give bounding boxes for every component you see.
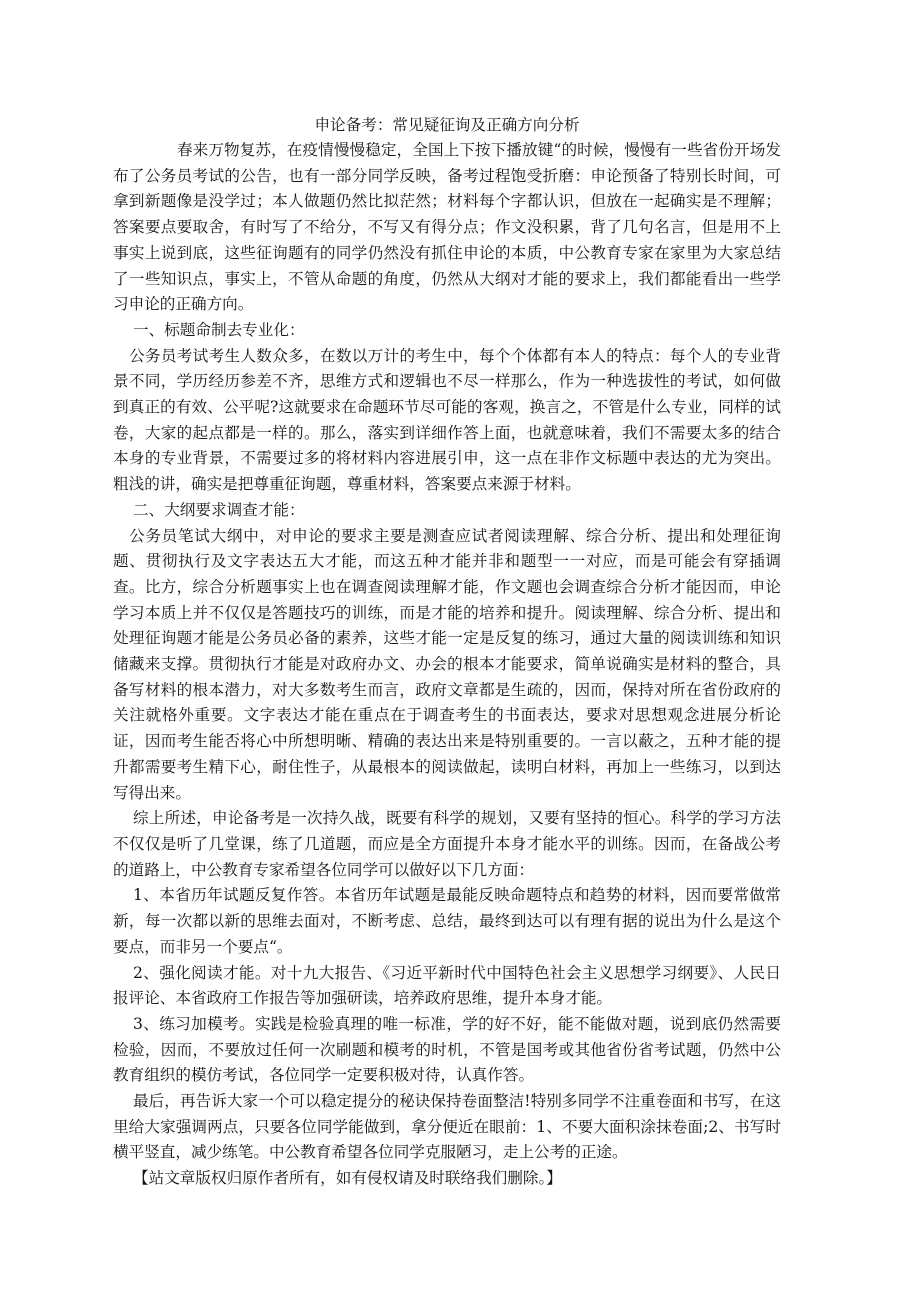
section-heading-1: 一、标题命制去专业化： — [133, 320, 305, 339]
advice-item-1: 1、本省历年试题反复作答。本省历年试题是最能反映命题特点和趋势的材料，因而要常做常新，每一次都以新的思维去面对，不断考虑、总结，最终到达可以有理有据的说出为什么是这个要点，而非另一个要点“。 — [113, 886, 781, 956]
closing-paragraph: 最后，再告诉大家一个可以稳定提分的秘诀保持卷面整洁!特别多同学不注重卷面和书写，在这里给大家强调两点，只要各位同学能做到，拿分便近在眼前：1、不要大面积涂抹卷面;2、书写时横平竖直，减少练笔。中公教育希望各位同学克服陋习，走上公考的正途。 — [113, 1092, 781, 1162]
summary-paragraph: 综上所述，申论备考是一次持久战，既要有科学的规划，又要有坚持的恒心。科学的学习方法不仅仅是听了几堂课，练了几道题，而应是全方面提升本身才能水平的训练。因而，在备战公考的道路上，中公教育专家希望各位同学可以做好以下几方面： — [113, 809, 781, 879]
section-heading-2: 二、大纲要求调查才能： — [133, 500, 305, 519]
advice-item-3: 3、练习加模考。实践是检验真理的唯一标准，学的好不好，能不能做对题，说到底仍然需要检验，因而，不要放过任何一次刷题和模考的时机，不管是国考或其他省份省考试题，仍然中公教育组织的模仿考试，各位同学一定要积极对待，认真作答。 — [113, 1014, 781, 1085]
copyright-note: 【站文章版权归原作者所有，如有侵权请及时联络我们删除。】 — [133, 1169, 562, 1188]
section-paragraph-2: 公务员笔试大纲中，对申论的要求主要是测查应试者阅读理解、综合分析、提出和处理征询题、贯彻执行及文字表达五大才能，而这五种才能并非和题型一一对应，而是可能会有穿插调查。比方，综合分析题事实上也在调查阅读理解才能，作文题也会调查综合分析才能因而，申论学习本质上并不仅仅是答题技巧的训练，而是才能的培养和提升。阅读理解、综合分析、提出和处理征询题才能是公务员必备的素养，这些才能一定是反复的练习，通过大量的阅读训练和知识储藏来支撑。贯彻执行才能是对政府办文、办会的根本才能要求，简单说确实是材料的整合，具备写材料的根本潜力，对大多数考生而言，政府文章都是生疏的，因而，保持对所在省份政府的关注就格外重要。文字表达才能在重点在于调查考生的书面表达，要求对思想观念进展分析论证，因而考生能否将心中所想明晰、精确的表达出来是特别重要的。一言以蔽之，五种才能的提升都需要考生精下心，耐住性子，从最根本的阅读做起，读明白材料，再加上一些练习，以到达写得出来。 — [113, 526, 781, 802]
intro-paragraph: 春来万物复苏，在疫情慢慢稳定，全国上下按下播放键“的时候，慢慢有一些省份开场发布了公务员考试的公告，也有一部分同学反映，备考过程饱受折磨：申论预备了特别长时间，可拿到新题像是没学过；本人做题仍然比拟茫然；材料每个字都认识，但放在一起确实是不理解；答案要点要取舍，有时写了不给分，不写又有得分点；作文没积累，背了几句名言，但是用不上事实上说到底，这些征询题有的同学仍然没有抓住申论的本质，中公教育专家在家里为大家总结了一些知识点，事实上，不管从命题的角度，仍然从大纲对才能的要求上，我们都能看出一些学习申论的正确方向。 — [113, 141, 781, 314]
advice-item-2: 2、强化阅读才能。对十九大报告、《习近平新时代中国特色社会主义思想学习纲要》、人民日报评论、本省政府工作报告等加强研读，培养政府思维，提升本身才能。 — [113, 963, 781, 1008]
document-page — [113, 112, 781, 1192]
document-title: 申论备考：常见疑征询及正确方向分析 — [314, 116, 580, 134]
section-paragraph-1: 公务员考试考生人数众多，在数以万计的考生中，每个个体都有本人的特点：每个人的专业背景不同，学历经历参差不齐，思维方式和逻辑也不尽一样那么，作为一种选拔性的考试，如何做到真正的有效、公平呢?这就要求在命题环节尽可能的客观，换言之，不管是什么专业，同样的试卷，大家的起点都是一样的。那么，落实到详细作答上面，也就意味着，我们不需要太多的结合本身的专业背景，不需要过多的将材料内容进展引申，这一点在非作文标题中表达的尤为突出。粗浅的讲，确实是把尊重征询题，尊重材料，答案要点来源于材料。 — [113, 346, 781, 494]
